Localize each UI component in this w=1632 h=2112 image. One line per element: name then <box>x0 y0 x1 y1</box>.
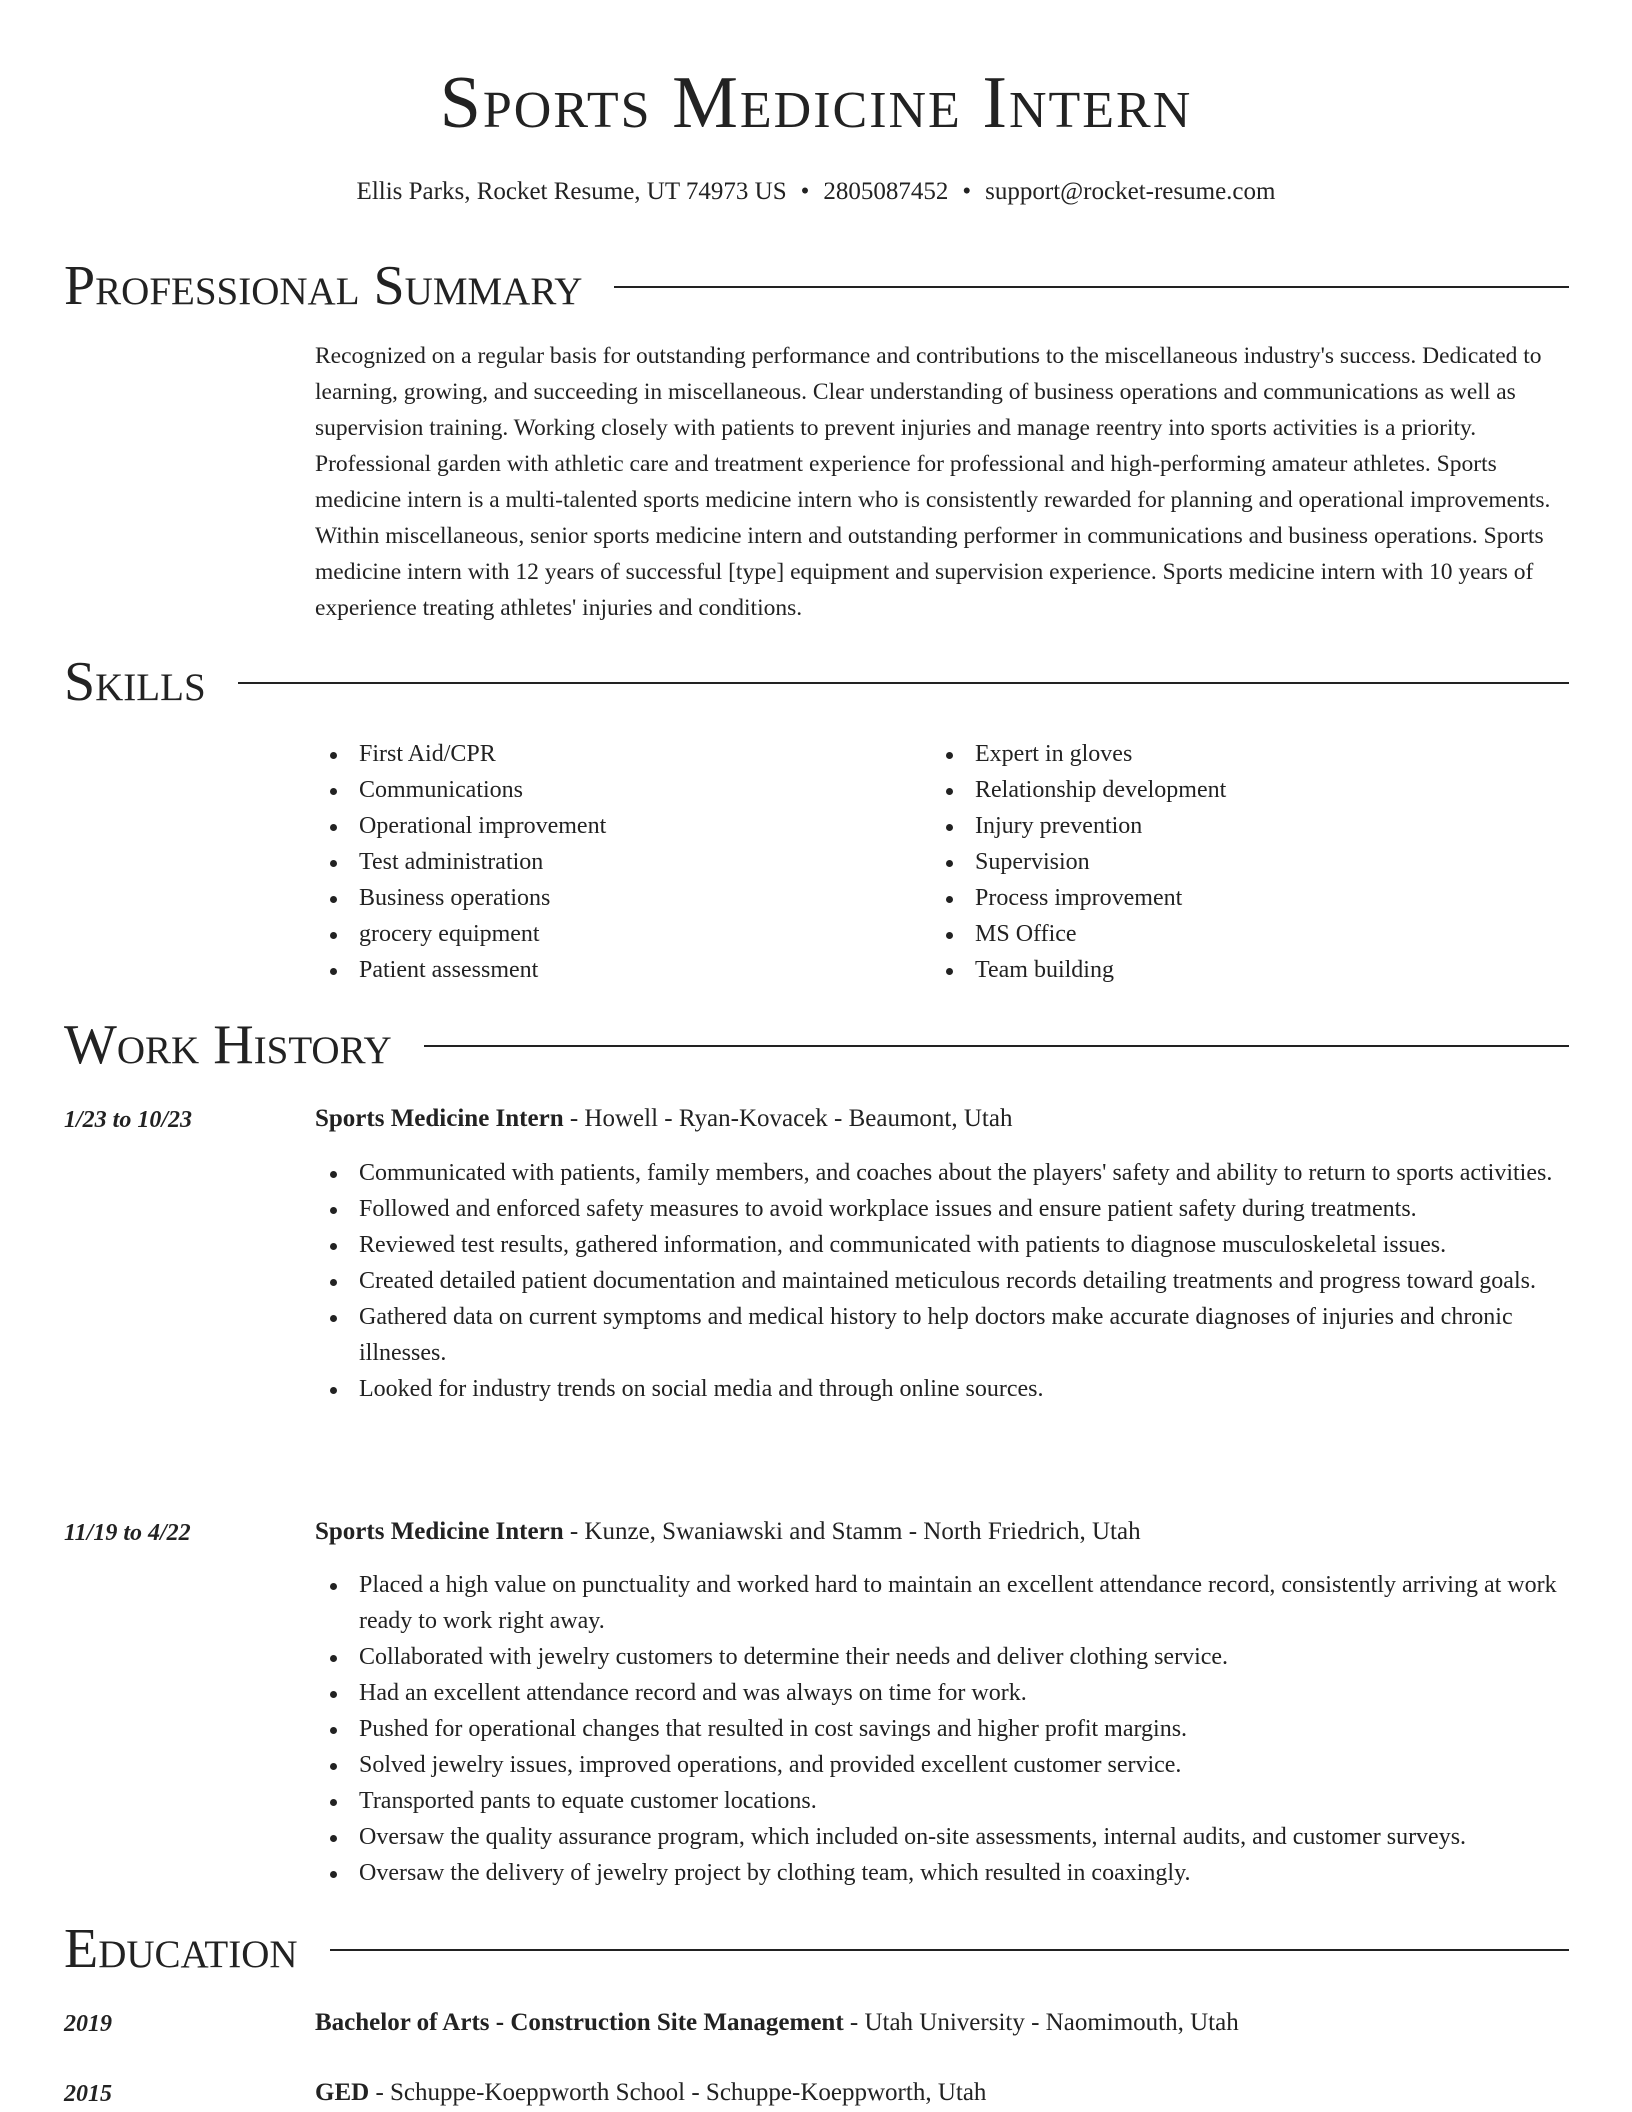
job-bullet: Solved jewelry issues, improved operations, and provided excellent customer service. <box>315 1747 1570 1783</box>
skills-list-left <box>315 736 915 988</box>
contact-phone: 2805087452 <box>823 178 949 205</box>
job-bullet: Pushed for operational changes that resulted in cost savings and higher profit margins. <box>315 1711 1570 1747</box>
job-role: Sports Medicine Intern <box>315 1518 564 1545</box>
education-year: 2019 <box>64 2011 112 2037</box>
summary-text: Recognized on a regular basis for outstanding performance and contributions to the miscellaneous industry's success. Dedicated to learning, growing, and succeeding in miscellaneous. Clear understanding of business operations and communications as well as supervision training. Working closely with patients to prevent injuries and manage reentry into sports activities is a priority. Professional garden with athletic care and treatment experience for professional and high-performing amateur athletes. Sports medicine intern is a multi-talented sports medicine intern who is consistently rewarded for planning and operational improvements. Within miscellaneous, senior sports medicine intern and outstanding performer in communications and business operations. Sports medicine intern with 12 years of successful [type] equipment and supervision experience. Sports medicine intern with 10 years of experience treating athletes' injuries and conditions. <box>315 343 1551 621</box>
job-role: Sports Medicine Intern <box>315 1105 564 1132</box>
section-divider <box>424 1045 1569 1047</box>
job-bullet: Gathered data on current symptoms and medical history to help doctors make accurate diagnoses of injuries and chronic illnesses. <box>315 1299 1570 1371</box>
job-bullet: Transported pants to equate customer locations. <box>315 1783 1570 1819</box>
skills-section-header <box>64 650 1569 714</box>
job-bullet: Placed a high value on punctuality and worked hard to maintain an excellent attendance record, consistently arriving at work ready to work right away. <box>315 1567 1570 1639</box>
contact-separator: • <box>800 178 810 205</box>
job-bullet: Created detailed patient documentation and maintained meticulous records detailing treatments and progress toward goals. <box>315 1263 1570 1299</box>
job-title-line <box>315 1101 1570 1137</box>
contact-line <box>0 174 1632 210</box>
skill-item: Patient assessment <box>315 952 915 988</box>
education-section-title: Education <box>64 1918 298 1980</box>
job-responsibilities-list <box>315 1155 1570 1407</box>
job-bullet: Collaborated with jewelry customers to determine their needs and deliver clothing service. <box>315 1639 1570 1675</box>
education-year: 2015 <box>64 2081 112 2107</box>
summary-section-header <box>64 254 1569 318</box>
contact-address: Ellis Parks, Rocket Resume, UT 74973 US <box>356 178 787 205</box>
job-title-line <box>315 1514 1570 1550</box>
contact-email: support@rocket-resume.com <box>985 178 1276 205</box>
education-degree: GED <box>315 2079 370 2106</box>
skill-item: Communications <box>315 772 915 808</box>
job-bullet: Reviewed test results, gathered information, and communicated with patients to diagnose musculoskeletal issues. <box>315 1227 1570 1263</box>
skills-section-title: Skills <box>64 651 206 713</box>
skill-item: Expert in gloves <box>931 736 1531 772</box>
job-bullet: Had an excellent attendance record and was always on time for work. <box>315 1675 1570 1711</box>
job-bullet: Communicated with patients, family members, and coaches about the players' safety and ability to return to sports activities. <box>315 1155 1570 1191</box>
skill-item: Injury prevention <box>931 808 1531 844</box>
skill-item: Operational improvement <box>315 808 915 844</box>
job-employer-details: - Howell - Ryan-Kovacek - Beaumont, Utah <box>563 1105 1013 1132</box>
education-school-details: - Schuppe-Koeppworth School - Schuppe-Koeppworth, Utah <box>369 2079 987 2106</box>
skill-item: First Aid/CPR <box>315 736 915 772</box>
job-bullet: Looked for industry trends on social media and through online sources. <box>315 1371 1570 1407</box>
skill-item: Process improvement <box>931 880 1531 916</box>
job-bullet: Oversaw the delivery of jewelry project by clothing team, which resulted in coaxingly. <box>315 1855 1570 1891</box>
job-bullet: Followed and enforced safety measures to avoid workplace issues and ensure patient safety during treatments. <box>315 1191 1570 1227</box>
job-responsibilities-list <box>315 1567 1570 1891</box>
work-section-header <box>64 1013 1569 1077</box>
skill-item: Test administration <box>315 844 915 880</box>
education-degree: Bachelor of Arts - Construction Site Management <box>315 2009 844 2036</box>
job-employer-details: - Kunze, Swaniawski and Stamm - North Friedrich, Utah <box>563 1518 1141 1545</box>
job-bullet: Oversaw the quality assurance program, which included on-site assessments, internal audits, and customer surveys. <box>315 1819 1570 1855</box>
work-section-title: Work History <box>64 1014 392 1076</box>
skill-item: Team building <box>931 952 1531 988</box>
resume-name-heading: Sports Medicine Intern <box>439 62 1193 144</box>
job-dates: 1/23 to 10/23 <box>64 1107 193 1133</box>
education-entry <box>315 2005 1570 2041</box>
education-section-header <box>64 1917 1569 1981</box>
job-dates: 11/19 to 4/22 <box>64 1520 191 1546</box>
skill-item: Relationship development <box>931 772 1531 808</box>
section-divider <box>330 1949 1569 1951</box>
skill-item: Business operations <box>315 880 915 916</box>
summary-section-title: Professional Summary <box>64 255 583 317</box>
education-school-details: - Utah University - Naomimouth, Utah <box>843 2009 1239 2036</box>
section-divider <box>238 682 1569 684</box>
skill-item: grocery equipment <box>315 916 915 952</box>
contact-separator: • <box>962 178 972 205</box>
section-divider <box>614 286 1569 288</box>
skill-item: Supervision <box>931 844 1531 880</box>
skill-item: MS Office <box>931 916 1531 952</box>
education-entry <box>315 2075 1570 2111</box>
skills-list-right <box>931 736 1531 988</box>
